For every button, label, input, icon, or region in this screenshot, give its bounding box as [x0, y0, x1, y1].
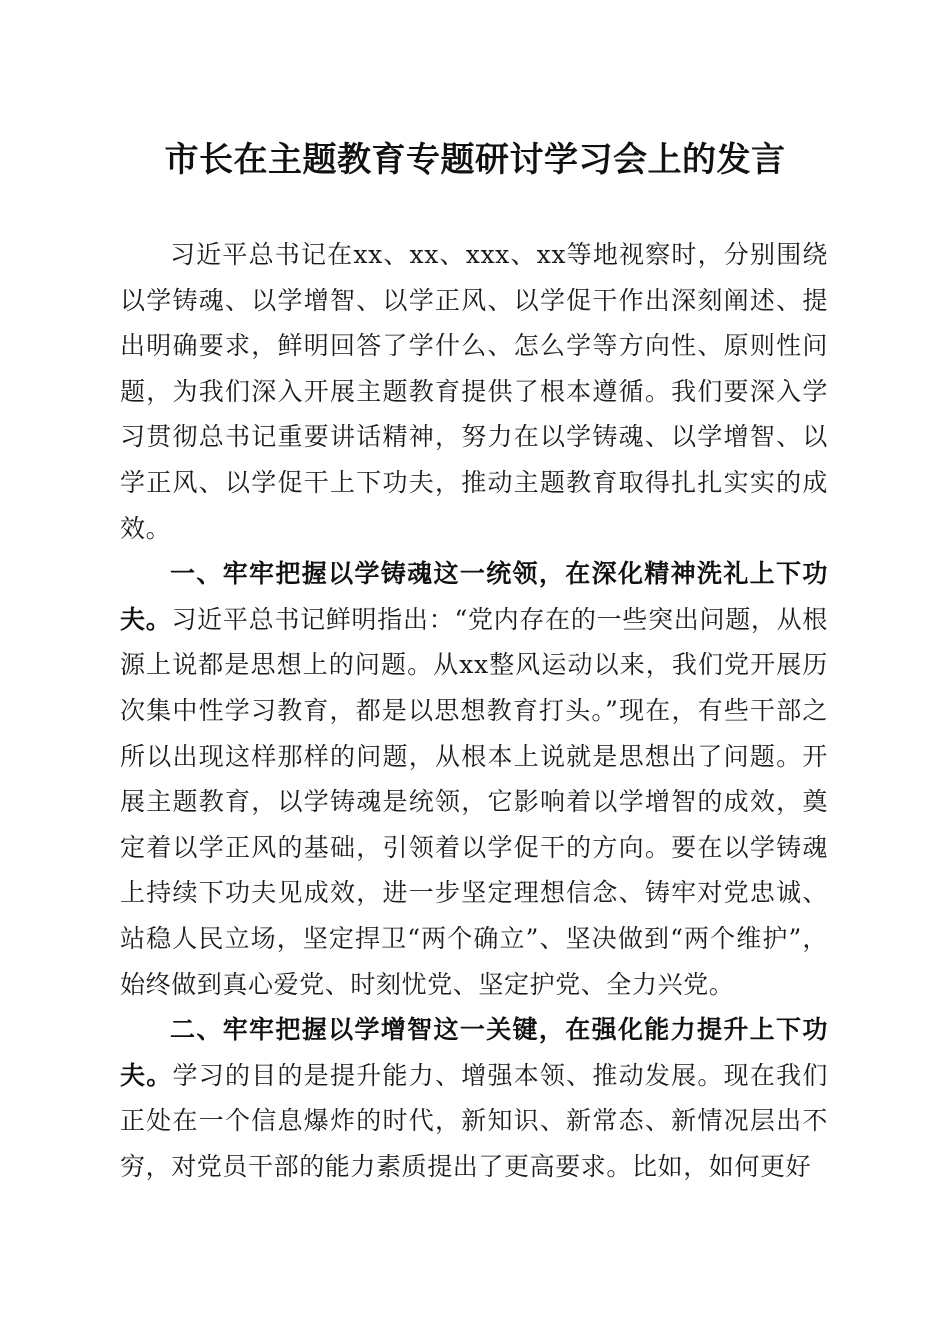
section-two-text: 学习的目的是提升能力、增强本领、推动发展。现在我们正处在一个信息爆炸的时代，新知识、新常态、新情况层出不穷，对党员干部的能力素质提出了更高要求。比如，如何更好: [120, 1060, 828, 1181]
section-two-heading: 二、牢牢把握以学增智这一关键，在强化能力提升上下功夫。: [120, 1015, 828, 1090]
section-two-paragraph: [120, 1007, 828, 1189]
intro-paragraph: [120, 232, 828, 551]
section-one-paragraph: [120, 551, 828, 1007]
section-one-text: 习近平总书记鲜明指出：“党内存在的一些突出问题，从根源上说都是思想上的问题。从xx整风运动以来，我们党开展历次集中性学习教育，都是以思想教育打头。”现在，有些干部之所以出现这样那样的问题，从根本上说就是思想出了问题。开展主题教育，以学铸魂是统领，它影响着以学增智的成效，奠定着以学正风的基础，引领着以学促干的方向。要在以学铸魂上持续下功夫见成效，进一步坚定理想信念、铸牢对党忠诚、站稳人民立场，坚定捍卫“两个确立”、坚决做到“两个维护”，始终做到真心爱党、时刻忧党、坚定护党、全力兴党。: [120, 604, 828, 999]
document-body: [120, 232, 828, 1189]
section-one-heading: 一、牢牢把握以学铸魂这一统领，在深化精神洗礼上下功夫。: [120, 559, 828, 634]
paragraph-text: 习近平总书记在xx、xx、xxx、xx等地视察时，分别围绕以学铸魂、以学增智、以学正风、以学促干作出深刻阐述、提出明确要求，鲜明回答了学什么、怎么学等方向性、原则性问题，为我们深入开展主题教育提供了根本遵循。我们要深入学习贯彻总书记重要讲话精神，努力在以学铸魂、以学增智、以学正风、以学促干上下功夫，推动主题教育取得扎扎实实的成效。: [120, 240, 828, 543]
document-title: 市长在主题教育专题研讨学习会上的发言: [164, 140, 786, 180]
